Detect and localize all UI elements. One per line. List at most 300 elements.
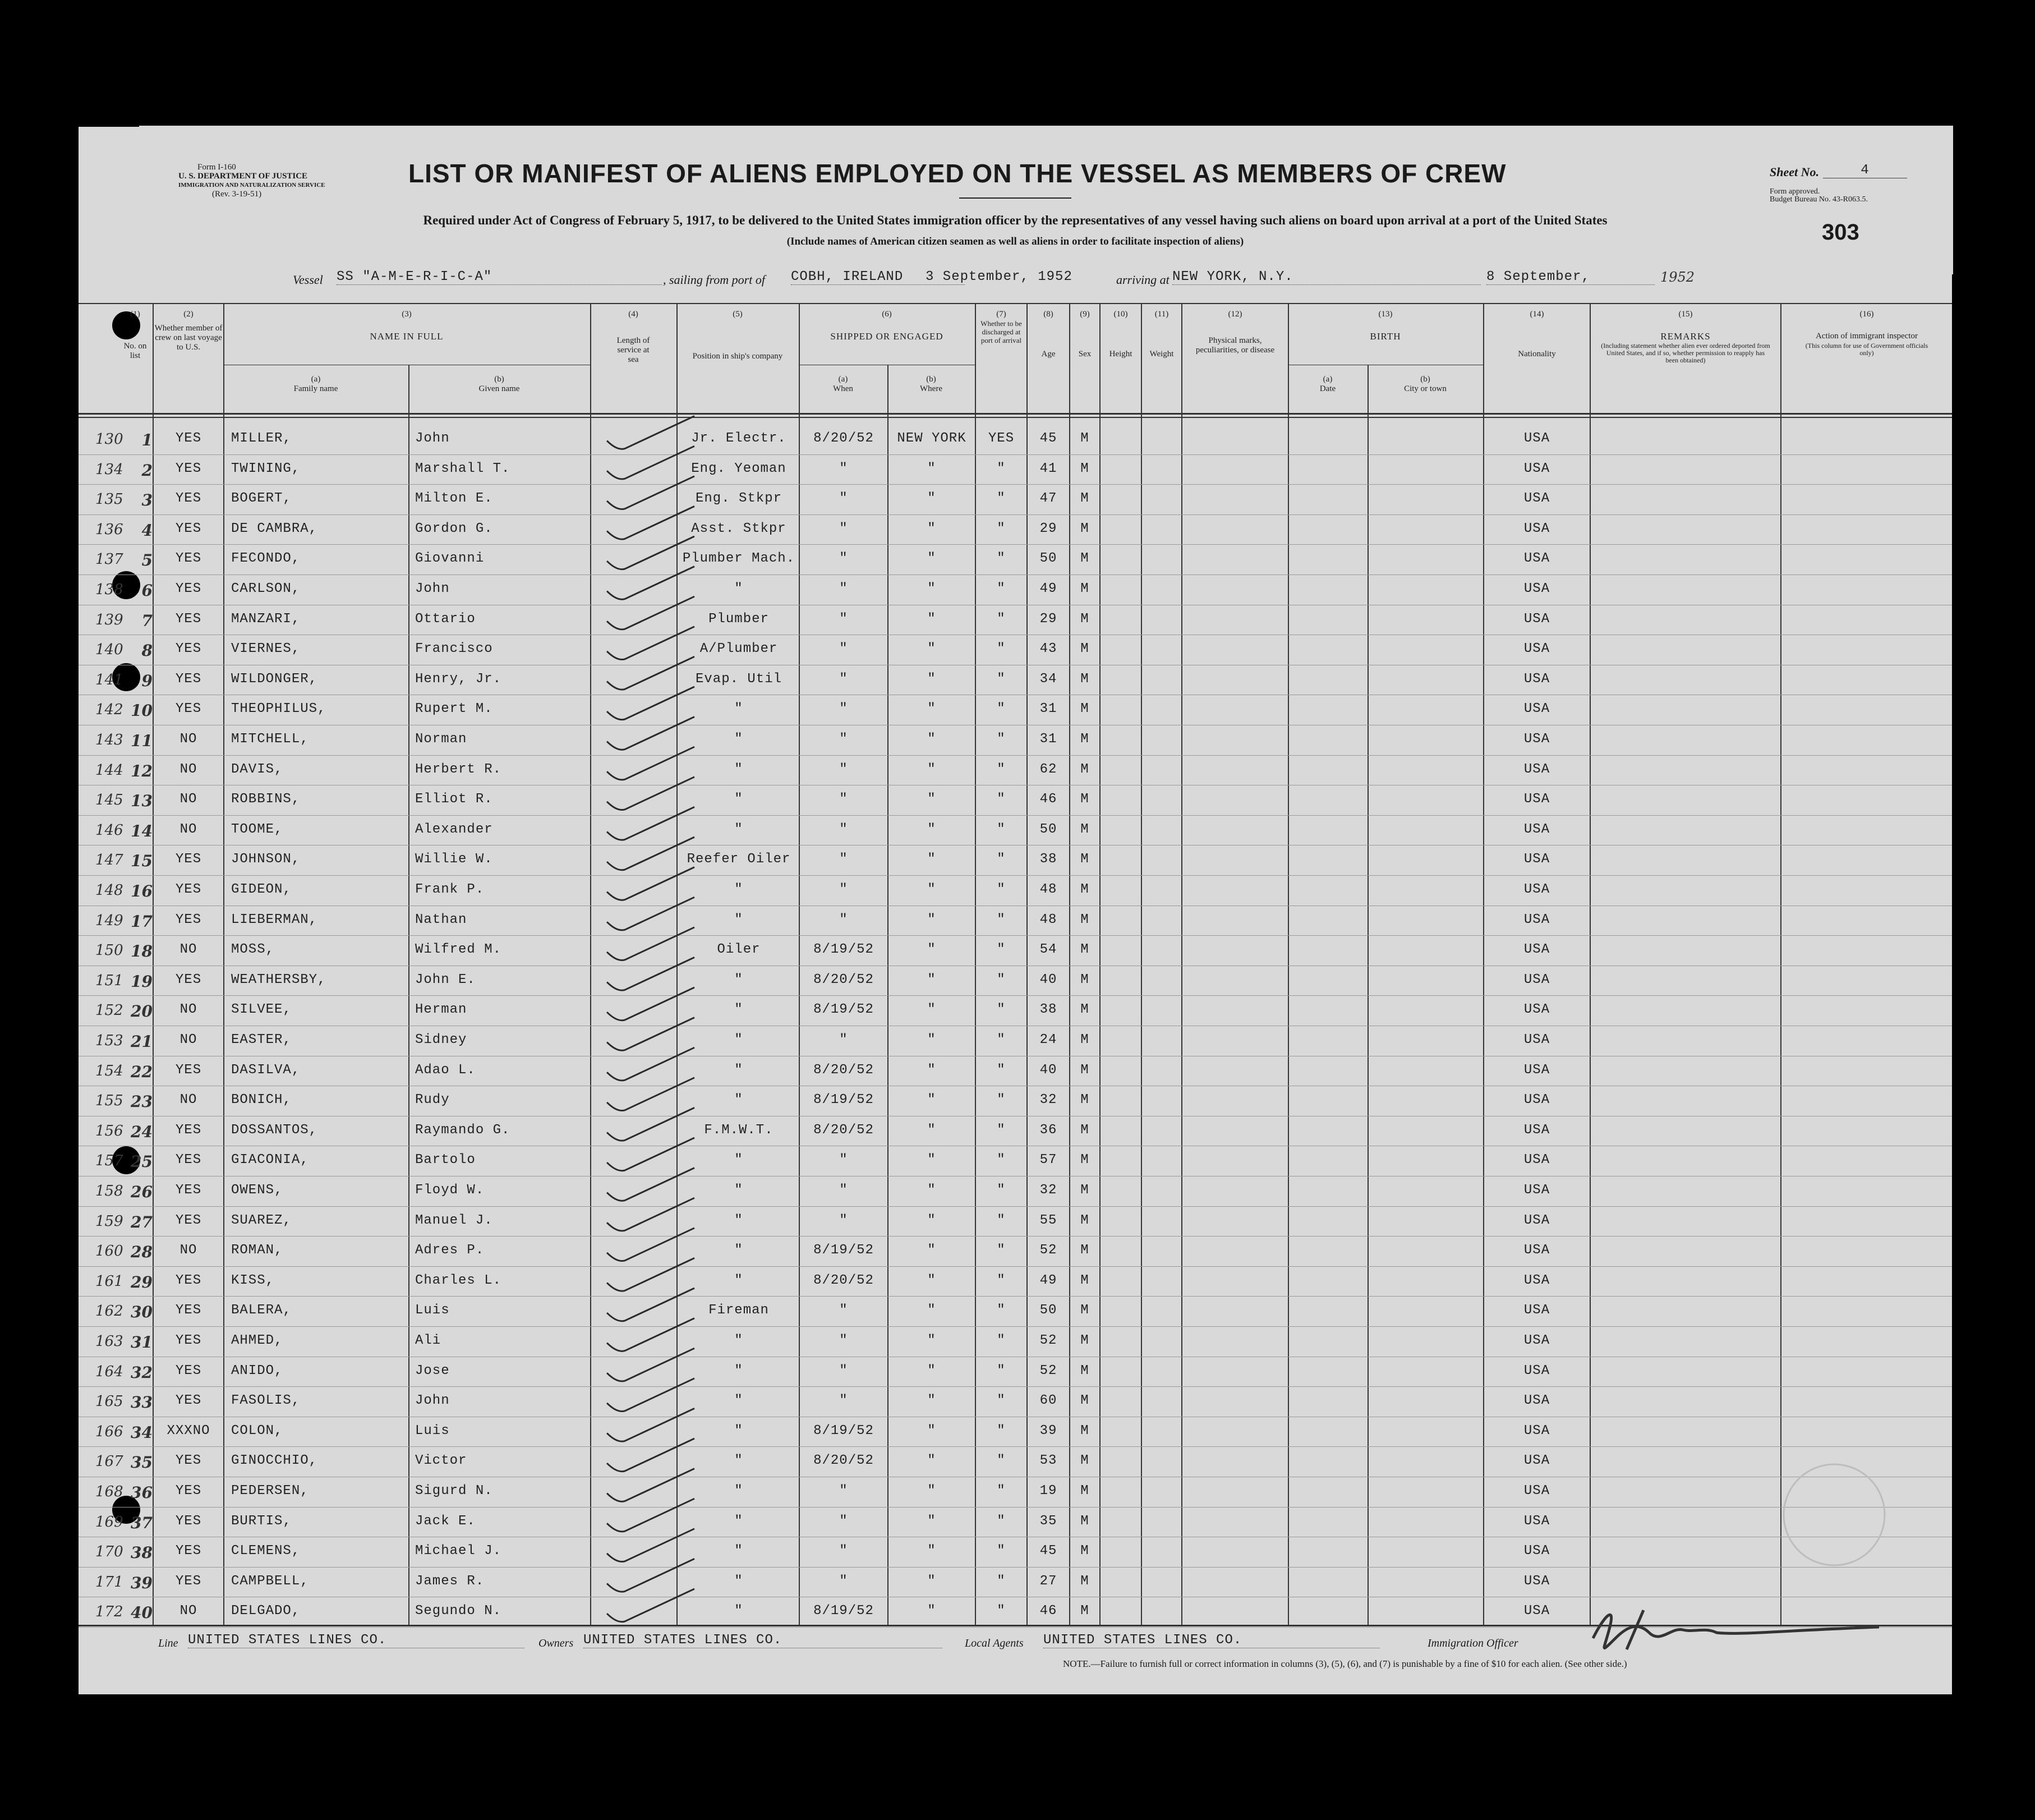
cell-where: ": [927, 1513, 936, 1529]
check-mark: [607, 687, 694, 720]
cell-when: 8/20/52: [813, 1122, 874, 1138]
cell-when: ": [839, 1543, 848, 1559]
cell-when: 8/20/52: [813, 431, 874, 446]
cell-family: SUAREZ,: [231, 1212, 292, 1228]
check-mark: [607, 476, 694, 509]
cell-family: DELGADO,: [231, 1603, 301, 1619]
cell-nat: USA: [1523, 1363, 1550, 1378]
cell-position: ": [734, 732, 743, 747]
cell-given: Ottario: [415, 611, 476, 627]
cell-crew: YES: [175, 882, 202, 897]
cell-when: ": [839, 1393, 848, 1409]
check-mark: [607, 1529, 694, 1562]
line-label: Line: [158, 1637, 178, 1649]
cell-position: ": [734, 1002, 743, 1018]
cell-given: Francisco: [415, 641, 493, 657]
cell-where: ": [927, 1363, 936, 1378]
cell-age: 32: [1039, 1183, 1057, 1198]
cell-no: 20: [131, 1002, 153, 1021]
cell-crew: XXXNO: [167, 1423, 210, 1438]
cell-disch: ": [997, 551, 1006, 567]
cell-age: 55: [1039, 1212, 1057, 1228]
cell-where: ": [927, 852, 936, 867]
cell-no: 3: [141, 491, 153, 510]
cell-no: 34: [131, 1423, 153, 1442]
cell-disch: ": [997, 1483, 1006, 1499]
cell-given: Elliot R.: [415, 792, 493, 807]
cell-when: 8/19/52: [813, 1092, 874, 1108]
cell-nat: USA: [1523, 1513, 1550, 1529]
cell-given: Sidney: [415, 1032, 467, 1047]
cell-ref: 149: [95, 912, 123, 929]
col-label: Physical marks, peculiarities, or disease: [1195, 336, 1275, 355]
col-num: (11): [1154, 310, 1169, 319]
cell-age: 34: [1039, 671, 1057, 687]
page-title: LIST OR MANIFEST OF ALIENS EMPLOYED ON THE VESSEL AS MEMBERS OF CREW: [408, 159, 1507, 188]
cell-crew: YES: [175, 1183, 202, 1198]
cell-crew: NO: [179, 792, 197, 807]
cell-age: 31: [1039, 732, 1057, 747]
owners-value: UNITED STATES LINES CO.: [583, 1633, 942, 1648]
cell-disch: ": [997, 1183, 1006, 1198]
cell-disch: ": [997, 1453, 1006, 1469]
cell-when: ": [839, 611, 848, 627]
cell-family: OWENS,: [231, 1183, 283, 1198]
cell-when: 8/20/52: [813, 1453, 874, 1469]
cell-disch: YES: [988, 431, 1015, 446]
cell-age: 24: [1039, 1032, 1057, 1047]
col-label: Action of immigrant inspector: [1815, 332, 1918, 341]
cell-family: DAVIS,: [231, 761, 283, 777]
check-mark: [607, 1288, 694, 1321]
to-port: NEW YORK, N.Y.: [1172, 269, 1481, 285]
cell-ref: 141: [95, 671, 123, 688]
col-header-birth-city: (b) City or town: [1404, 375, 1447, 393]
cell-where: ": [927, 1333, 936, 1348]
cell-sex: M: [1080, 551, 1089, 567]
cell-age: 29: [1039, 521, 1057, 536]
cell-where: ": [927, 1092, 936, 1108]
cell-disch: ": [997, 1152, 1006, 1168]
cell-disch: ": [997, 1573, 1006, 1589]
check-mark: [607, 1018, 694, 1051]
cell-position: Evap. Util: [695, 671, 782, 687]
cell-position: ": [734, 761, 743, 777]
cell-position: Jr. Electr.: [691, 431, 786, 446]
cell-disch: ": [997, 1212, 1006, 1228]
cell-position: Eng. Yeoman: [691, 461, 786, 476]
col-header-where: (b) Where: [920, 375, 942, 393]
col-num: (7): [996, 310, 1006, 319]
cell-when: ": [839, 1032, 848, 1047]
cell-nat: USA: [1523, 1032, 1550, 1047]
cell-when: 8/19/52: [813, 1002, 874, 1018]
page-subtitle-2: (Include names of American citizen seamen as well as aliens in order to facilitate inspection of aliens): [786, 236, 1244, 247]
cell-where: ": [927, 821, 936, 837]
col-label: Nationality: [1518, 350, 1556, 359]
cell-age: 48: [1039, 882, 1057, 897]
agents-value: UNITED STATES LINES CO.: [1043, 1633, 1380, 1648]
cell-disch: ": [997, 581, 1006, 596]
cell-when: ": [839, 521, 848, 536]
cell-given: Milton E.: [415, 491, 493, 507]
cell-sex: M: [1080, 1122, 1089, 1138]
cell-no: 26: [131, 1183, 153, 1201]
cell-given: Rupert M.: [415, 701, 493, 717]
cell-position: ": [734, 912, 743, 927]
cell-given: Gordon G.: [415, 521, 493, 536]
cell-sex: M: [1080, 1603, 1089, 1619]
cell-no: 33: [131, 1393, 153, 1412]
cell-nat: USA: [1523, 671, 1550, 687]
cell-crew: YES: [175, 912, 202, 927]
check-mark: [607, 1228, 694, 1261]
form-dept: U. S. DEPARTMENT OF JUSTICE: [178, 172, 308, 181]
col-label: No. on list: [123, 342, 147, 360]
cell-crew: YES: [175, 1212, 202, 1228]
cell-no: 16: [131, 882, 153, 900]
cell-no: 9: [141, 671, 153, 690]
col-num: (3): [402, 310, 412, 319]
cell-sex: M: [1080, 972, 1089, 987]
col-label: Height: [1109, 350, 1132, 359]
cell-position: ": [734, 1032, 743, 1047]
arrive-date: 8 September,: [1486, 269, 1655, 285]
cell-family: WEATHERSBY,: [231, 972, 326, 987]
check-mark: [607, 627, 694, 660]
cell-ref: 148: [95, 882, 123, 899]
cell-family: MOSS,: [231, 942, 275, 958]
cell-sex: M: [1080, 491, 1089, 507]
cell-family: GINOCCHIO,: [231, 1453, 318, 1469]
vessel-label: Vessel: [293, 273, 323, 287]
col-header-when: (a) When: [833, 375, 853, 393]
cell-crew: YES: [175, 431, 202, 446]
cell-crew: YES: [175, 1122, 202, 1138]
cell-position: ": [734, 882, 743, 897]
cell-given: John: [415, 581, 450, 596]
cell-when: ": [839, 581, 848, 596]
cell-age: 27: [1039, 1573, 1057, 1589]
cell-sex: M: [1080, 882, 1089, 897]
cell-ref: 156: [95, 1122, 123, 1139]
cell-ref: 144: [95, 761, 123, 779]
cell-where: ": [927, 491, 936, 507]
check-mark: [607, 1469, 694, 1502]
cell-disch: ": [997, 1543, 1006, 1559]
cell-no: 13: [131, 792, 153, 811]
cell-family: CAMPBELL,: [231, 1573, 309, 1589]
cell-given: Luis: [415, 1303, 450, 1318]
cell-family: LIEBERMAN,: [231, 912, 318, 927]
col-label: REMARKS: [1660, 331, 1711, 342]
cell-sex: M: [1080, 1272, 1089, 1288]
cell-family: GIACONIA,: [231, 1152, 309, 1168]
cell-nat: USA: [1523, 821, 1550, 837]
cell-nat: USA: [1523, 1212, 1550, 1228]
cell-position: ": [734, 1483, 743, 1499]
cell-age: 50: [1039, 1303, 1057, 1318]
cell-no: 18: [131, 942, 153, 961]
cell-when: ": [839, 1212, 848, 1228]
cell-crew: YES: [175, 1333, 202, 1348]
cell-nat: USA: [1523, 1122, 1550, 1138]
cell-no: 1: [141, 431, 153, 449]
cell-crew: NO: [179, 821, 197, 837]
cell-where: ": [927, 1002, 936, 1018]
cell-given: John: [415, 1393, 450, 1409]
cell-sex: M: [1080, 701, 1089, 717]
cell-family: ROBBINS,: [231, 792, 301, 807]
col-sublabel: (This column for use of Government officials only): [1805, 342, 1928, 357]
cell-no: 6: [141, 581, 153, 600]
cell-age: 35: [1039, 1513, 1057, 1529]
col-num: (16): [1859, 310, 1874, 319]
cell-no: 36: [131, 1483, 153, 1502]
check-mark: [607, 1198, 694, 1231]
cell-age: 46: [1039, 1603, 1057, 1619]
cell-no: 21: [131, 1032, 153, 1051]
cell-position: ": [734, 701, 743, 717]
line-value: UNITED STATES LINES CO.: [188, 1633, 524, 1648]
cell-crew: YES: [175, 1363, 202, 1378]
cell-given: Wilfred M.: [415, 942, 502, 958]
check-mark: [607, 1047, 694, 1081]
col-num: (13): [1378, 310, 1393, 319]
cell-no: 8: [141, 641, 153, 660]
cell-crew: NO: [179, 1243, 197, 1258]
cell-family: BALERA,: [231, 1303, 292, 1318]
col-sublabel: (Including statement whether alien ever ordered deported from United States, and if so, whether permission to reapply has been obtained): [1601, 342, 1770, 364]
cell-nat: USA: [1523, 521, 1550, 536]
cell-where: ": [927, 1543, 936, 1559]
check-mark: [607, 747, 694, 780]
cell-no: 32: [131, 1363, 153, 1382]
budget-bureau: Budget Bureau No. 43-R063.5.: [1770, 195, 1868, 204]
cell-age: 49: [1039, 1272, 1057, 1288]
cell-position: Plumber Mach.: [682, 551, 795, 567]
cell-position: ": [734, 1513, 743, 1529]
sail-date: 3 September, 1952: [926, 269, 1072, 284]
cell-age: 38: [1039, 1002, 1057, 1018]
cell-disch: ": [997, 1032, 1006, 1047]
cell-nat: USA: [1523, 732, 1550, 747]
cell-no: 22: [131, 1062, 153, 1081]
cell-ref: 154: [95, 1062, 123, 1079]
cell-family: BOGERT,: [231, 491, 292, 507]
check-mark: [607, 1408, 694, 1441]
cell-family: VIERNES,: [231, 641, 301, 657]
cell-nat: USA: [1523, 912, 1550, 927]
cell-when: 8/20/52: [813, 1272, 874, 1288]
cell-given: Nathan: [415, 912, 467, 927]
cell-where: ": [927, 1603, 936, 1619]
cell-position: ": [734, 1573, 743, 1589]
cell-when: ": [839, 641, 848, 657]
cell-nat: USA: [1523, 551, 1550, 567]
cell-given: Victor: [415, 1453, 467, 1469]
cell-when: ": [839, 732, 848, 747]
arriving-label: arriving at: [1116, 273, 1170, 287]
cell-when: 8/19/52: [813, 1603, 874, 1619]
cell-sex: M: [1080, 1002, 1089, 1018]
cell-no: 30: [131, 1303, 153, 1322]
cell-when: ": [839, 761, 848, 777]
check-mark: [607, 1168, 694, 1201]
check-mark: [607, 536, 694, 569]
check-mark: [607, 897, 694, 930]
col-header-birth-date: (a) Date: [1319, 375, 1336, 393]
cell-age: 38: [1039, 852, 1057, 867]
col-num: (12): [1228, 310, 1242, 319]
cell-sex: M: [1080, 671, 1089, 687]
cell-sex: M: [1080, 641, 1089, 657]
col-num: (14): [1530, 310, 1544, 319]
cell-ref: 162: [95, 1303, 123, 1320]
cell-where: ": [927, 882, 936, 897]
cell-when: 8/20/52: [813, 1062, 874, 1078]
cell-sex: M: [1080, 1483, 1089, 1499]
cell-sex: M: [1080, 1183, 1089, 1198]
cell-family: ROMAN,: [231, 1243, 283, 1258]
cell-sex: M: [1080, 1513, 1089, 1529]
col-label: NAME IN FULL: [370, 331, 444, 342]
cell-position: Plumber: [708, 611, 769, 627]
cell-age: 39: [1039, 1423, 1057, 1438]
cell-ref: 165: [95, 1393, 123, 1410]
col-num: (4): [628, 310, 638, 319]
cell-sex: M: [1080, 1303, 1089, 1318]
cell-ref: 166: [95, 1423, 123, 1440]
cell-position: ": [734, 821, 743, 837]
col-label: Age: [1041, 350, 1056, 359]
cell-where: ": [927, 1393, 936, 1409]
cell-given: Jack E.: [415, 1513, 476, 1529]
cell-given: Segundo N.: [415, 1603, 502, 1619]
cell-nat: USA: [1523, 852, 1550, 867]
check-mark: [607, 1258, 694, 1291]
check-mark: [607, 656, 694, 690]
cell-sex: M: [1080, 1573, 1089, 1589]
cell-family: MITCHELL,: [231, 732, 309, 747]
cell-ref: 160: [95, 1243, 123, 1260]
cell-age: 52: [1039, 1363, 1057, 1378]
cell-family: CARLSON,: [231, 581, 301, 596]
cell-given: Norman: [415, 732, 467, 747]
cell-nat: USA: [1523, 1152, 1550, 1168]
col-num: (8): [1043, 310, 1053, 319]
cell-position: ": [734, 1272, 743, 1288]
cell-position: ": [734, 792, 743, 807]
cell-disch: ": [997, 821, 1006, 837]
cell-ref: 152: [95, 1002, 123, 1019]
cell-ref: 130: [95, 431, 123, 448]
cell-age: 43: [1039, 641, 1057, 657]
cell-position: Fireman: [708, 1303, 769, 1318]
cell-ref: 151: [95, 972, 123, 989]
cell-disch: ": [997, 491, 1006, 507]
cell-no: 29: [131, 1272, 153, 1292]
length-of-service-check-marks: [607, 416, 694, 1622]
cell-no: 14: [131, 821, 153, 840]
cell-nat: USA: [1523, 761, 1550, 777]
cell-crew: YES: [175, 611, 202, 627]
cell-where: ": [927, 1272, 936, 1288]
cell-disch: ": [997, 1002, 1006, 1018]
cell-family: JOHNSON,: [231, 852, 301, 867]
check-mark: [607, 1589, 694, 1622]
check-mark: [607, 567, 694, 600]
cell-family: CLEMENS,: [231, 1543, 301, 1559]
check-mark: [607, 867, 694, 900]
col-num: (5): [733, 310, 743, 319]
sheet-number: 4: [1823, 163, 1907, 178]
check-mark: [607, 807, 694, 840]
check-mark: [607, 446, 694, 479]
cell-family: AHMED,: [231, 1333, 283, 1348]
cell-crew: YES: [175, 551, 202, 567]
cell-age: 50: [1039, 821, 1057, 837]
check-mark: [607, 957, 694, 990]
cell-when: ": [839, 1363, 848, 1378]
cell-nat: USA: [1523, 1483, 1550, 1499]
cell-given: Manuel J.: [415, 1212, 493, 1228]
cell-crew: YES: [175, 1303, 202, 1318]
cell-when: ": [839, 671, 848, 687]
cell-nat: USA: [1523, 1603, 1550, 1619]
cell-crew: NO: [179, 1603, 197, 1619]
cell-age: 47: [1039, 491, 1057, 507]
cell-disch: ": [997, 761, 1006, 777]
cell-given: Frank P.: [415, 882, 485, 897]
cell-where: ": [927, 1573, 936, 1589]
col-num: (6): [882, 310, 892, 319]
cell-family: MANZARI,: [231, 611, 301, 627]
cell-given: Adao L.: [415, 1062, 476, 1078]
cell-crew: YES: [175, 1062, 202, 1078]
cell-given: Floyd W.: [415, 1183, 485, 1198]
cell-sex: M: [1080, 912, 1089, 927]
cell-age: 40: [1039, 972, 1057, 987]
cell-no: 24: [131, 1122, 153, 1141]
col-label: Position in ship's company: [692, 352, 783, 361]
cell-ref: 169: [95, 1513, 123, 1531]
cell-family: DOSSANTOS,: [231, 1122, 318, 1138]
cell-sex: M: [1080, 1363, 1089, 1378]
cell-ref: 142: [95, 701, 123, 719]
cell-crew: YES: [175, 1152, 202, 1168]
agents-label: Local Agents: [965, 1637, 1024, 1649]
cell-disch: ": [997, 792, 1006, 807]
cell-ref: 167: [95, 1453, 123, 1470]
cell-age: 54: [1039, 942, 1057, 958]
cell-age: 19: [1039, 1483, 1057, 1499]
cell-age: 45: [1039, 431, 1057, 446]
check-mark: [607, 777, 694, 810]
cell-disch: ": [997, 882, 1006, 897]
check-mark: [607, 1499, 694, 1532]
check-mark: [607, 1107, 694, 1141]
col-num: (9): [1080, 310, 1090, 319]
cell-crew: YES: [175, 461, 202, 476]
form-rev: (Rev. 3-19-51): [212, 190, 262, 199]
cell-nat: USA: [1523, 581, 1550, 596]
cell-nat: USA: [1523, 641, 1550, 657]
cell-nat: USA: [1523, 1062, 1550, 1078]
cell-disch: ": [997, 641, 1006, 657]
cell-position: ": [734, 1393, 743, 1409]
check-mark: [607, 1138, 694, 1171]
